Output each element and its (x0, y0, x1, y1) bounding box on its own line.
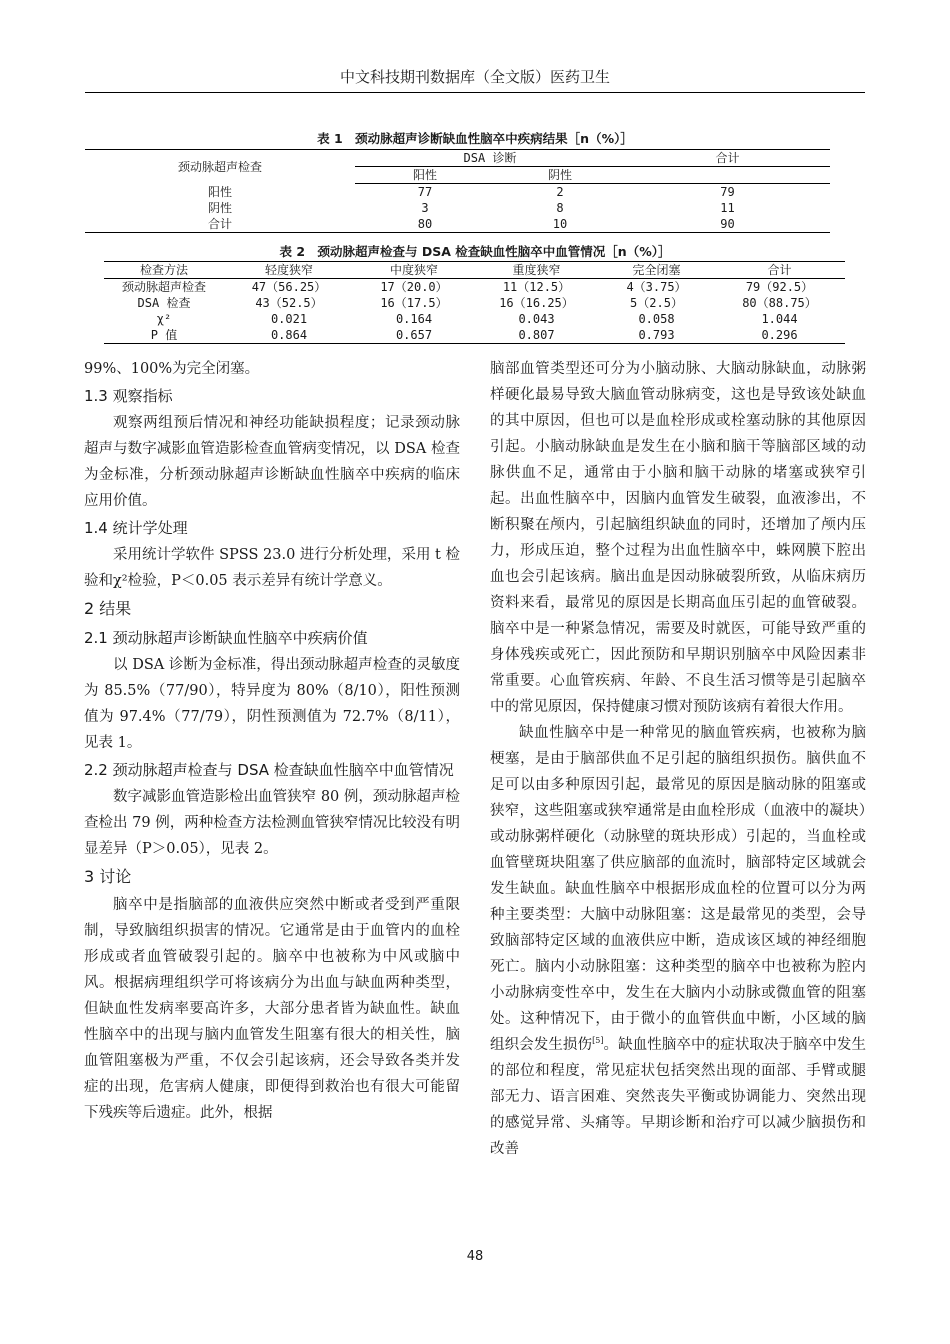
table2-cell: DSA 检查 (137, 296, 191, 310)
table2-header: 轻度狭窄 (224, 262, 354, 279)
paragraph: 数字减影血管造影检出血管狭窄 80 例，颈动脉超声检查检出 79 例，两种检查方法检测血管狭窄情况比较没有明显差异（P＞0.05），见表 2。 (84, 789, 460, 857)
table2-cell: 80（88.75） (742, 296, 817, 310)
table1-group-header: DSA 诊断 (355, 150, 625, 167)
table2-cell: 0.864 (270, 328, 308, 342)
table2-header: 检查方法 (104, 262, 224, 279)
table1-subheader: 阳性 (355, 167, 495, 184)
table1-cell: 阳性 (207, 184, 232, 199)
page-number: 48 (466, 1249, 484, 1264)
table2-cell: 16（17.5） (380, 296, 448, 310)
table2-cell: 47（56.25） (251, 280, 327, 294)
table1 (85, 149, 830, 233)
table2-cell: 0.164 (395, 312, 433, 326)
table2-cell: 颈动脉超声检查 (121, 280, 206, 294)
section-heading-1-3: 1.3 观察指标 (84, 387, 173, 405)
table2-cell: 0.021 (270, 312, 308, 326)
running-header: 中文科技期刊数据库（全文版）医药卫生 (339, 68, 610, 86)
table1-cell: 79 (720, 185, 735, 199)
paragraph: 99%、100%为完全闭塞。 (84, 361, 260, 377)
paragraph: 观察两组预后情况和神经功能缺损程度；记录颈动脉超声与数字减影血管造影检查血管病变情况，以 DSA 检查为金标准，分析颈动脉超声诊断缺血性脑卒中疾病的临床应用价值。 (84, 415, 460, 509)
section-heading-2-1: 2.1 颈动脉超声诊断缺血性脑卒中疾病价值 (84, 629, 368, 647)
table2-cell: 0.807 (518, 328, 555, 342)
paragraph: 以 DSA 诊断为金标准，得出颈动脉超声检查的灵敏度为 85.5%（77/90），特异度为 80%（8/10），阳性预测值为 97.4%（77/79），阴性预测值为 72.7%（8/11），见表 1。 (84, 657, 460, 751)
table2-cell: 0.657 (395, 328, 433, 342)
table1-cell: 77 (417, 185, 433, 199)
table2-header: 完全闭塞 (599, 262, 714, 279)
citation: [5] (592, 1036, 604, 1046)
table1-row (85, 184, 830, 201)
table1-cell: 8 (556, 201, 564, 215)
table2-cell: 43（52.5） (255, 296, 323, 310)
table1-cell: 阴性 (207, 201, 232, 215)
table1-subheader: 阴性 (495, 167, 625, 184)
left-column (84, 356, 460, 1126)
table2-caption: 表 2 颈动脉超声检查与 DSA 检查缺血性脑卒中血管情况［n（%）］ (279, 244, 671, 259)
table1-caption: 表 1 颈动脉超声诊断缺血性脑卒中疾病结果［n（%）］ (317, 131, 633, 146)
table2-cell: χ² (156, 312, 172, 326)
table2-cell: 16（16.25） (499, 296, 574, 310)
table1-cell: 3 (421, 201, 429, 215)
table2-cell: 0.058 (638, 312, 675, 326)
table2-cell: 0.296 (761, 328, 798, 342)
table2-cell: 79（92.5） (745, 280, 814, 294)
table1-cell: 90 (720, 217, 735, 231)
table2-row (104, 279, 845, 296)
paragraph: 脑部血管类型还可分为小脑动脉、大脑动脉缺血，动脉粥样硬化最易导致大脑血管动脉病变，这也是导致该处缺血的其中原因，但也可以是血栓形成或栓塞动脉的其他原因引起。小脑动脉缺血是发生在小脑和脑干等脑部区域的动脉供血不足，通常由于小脑和脑干动脉的堵塞或狭窄引起。出血性脑卒中，因脑内血管发生破裂，血液渗出，不断积聚在颅内，引起脑组织缺血的同时，还增加了颅内压力，形成压迫，整个过程为出血性脑卒中，蛛网膜下腔出血也会引起该病。脑出血是因动脉破裂所致，从临床病历资料来看，最常见的原因是长期高血压引起的血管破裂。脑卒中是一种紧急情况，需要及时就医，可能导致严重的身体残疾或死亡，因此预防和早期识别脑卒中风险因素非常重要。心血管疾病、年龄、不良生活习惯等是引起脑卒中的常见原因，保持健康习惯对预防该病有着很大作用。 (490, 361, 866, 715)
table2-row (104, 311, 845, 327)
table2-cell: 17（20.0） (380, 280, 448, 294)
table2-cell: 1.044 (761, 312, 798, 326)
section-heading-2: 2 结果 (84, 599, 132, 618)
table2-cell: 5（2.5） (630, 296, 683, 310)
table2-header: 合计 (714, 262, 845, 279)
paragraph: 脑卒中是指脑部的血液供应突然中断或者受到严重限制，导致脑组织损害的情况。它通常是由于血管内的血栓形成或者血管破裂引起的。脑卒中也被称为中风或脑中风。根据病理组织学可将该病分为出血与缺血两种类型，但缺血性发病率要高许多，大部分患者皆为缺血性。缺血性脑卒中的出现与脑内血管发生阻塞有很大的相关性，脑血管阻塞极为严重，不仅会引起该病，还会导致各类并发症的出现，危害病人健康，即便得到救治也有很大可能留下残疾等后遗症。此外，根据 (84, 897, 460, 1121)
paragraph-text: 缺血性脑卒中是一种常见的脑血管疾病，也被称为脑梗塞，是由于脑部供血不足引起的脑组织损伤。脑供血不足可以由多种原因引起，最常见的原因是脑动脉的阻塞或狭窄，这些阻塞或狭窄通常是由血栓形成（血液中的凝块）或动脉粥样硬化（动脉壁的斑块形成）引起的，当血栓或血管壁斑块阻塞了供应脑部的血流时，脑部特定区域就会发生缺血。缺血性脑卒中根据形成血栓的位置可以分为两种主要类型：大脑中动脉阻塞：这是最常见的类型，会导致脑部特定区域的血液供应中断，造成该区域的神经细胞死亡。脑内小动脉阻塞：这种类型的脑卒中也被称为腔内小动脉病变性卒中，发生在大脑内小动脉或微血管的阻塞处。这种情况下，由于微小的血管供血中断，小区域的脑组织会发生损伤 (490, 725, 866, 1053)
table1-cell: 2 (556, 185, 564, 199)
section-heading-1-4: 1.4 统计学处理 (84, 519, 188, 537)
table1-row (85, 216, 830, 233)
table1-row (85, 200, 830, 216)
table2-cell: 4（3.75） (626, 280, 687, 294)
table1-total-header: 合计 (625, 150, 830, 167)
table2-header: 重度狭窄 (474, 262, 599, 279)
table1-cell: 80 (417, 217, 433, 231)
table1-cell: 10 (552, 217, 568, 231)
right-column (490, 356, 866, 1162)
table1-cell: 11 (720, 201, 735, 215)
section-heading-2-2: 2.2 颈动脉超声检查与 DSA 检查缺血性脑卒中血管情况 (84, 761, 454, 779)
paragraph: 采用统计学软件 SPSS 23.0 进行分析处理，采用 t 检验和χ²检验，P＜0.05 表示差异有统计学意义。 (84, 547, 460, 589)
table2-row (104, 327, 845, 344)
table2-cell: 0.043 (518, 312, 555, 326)
header-rule (85, 92, 865, 93)
table2-cell: 11（12.5） (502, 280, 571, 294)
paragraph-text: 。缺血性脑卒中的症状取决于脑卒中发生的部位和程度，常见症状包括突然出现的面部、手臂或腿部无力、语言困难、突然丧失平衡或协调能力、突然出现的感觉异常、头痛等。早期诊断和治疗可以减少脑损伤和改善 (490, 1037, 867, 1157)
table2-cell: 0.793 (638, 328, 675, 342)
table2-cell: P 值 (150, 328, 178, 342)
table2-row (104, 295, 845, 311)
table1-subheader-empty (625, 167, 830, 184)
paragraph (490, 720, 866, 1162)
table2-header: 中度狭窄 (354, 262, 474, 279)
section-heading-3: 3 讨论 (84, 867, 132, 886)
table1-cell: 合计 (207, 217, 232, 231)
table2 (104, 261, 845, 344)
table1-stub-header: 颈动脉超声检查 (177, 159, 262, 174)
